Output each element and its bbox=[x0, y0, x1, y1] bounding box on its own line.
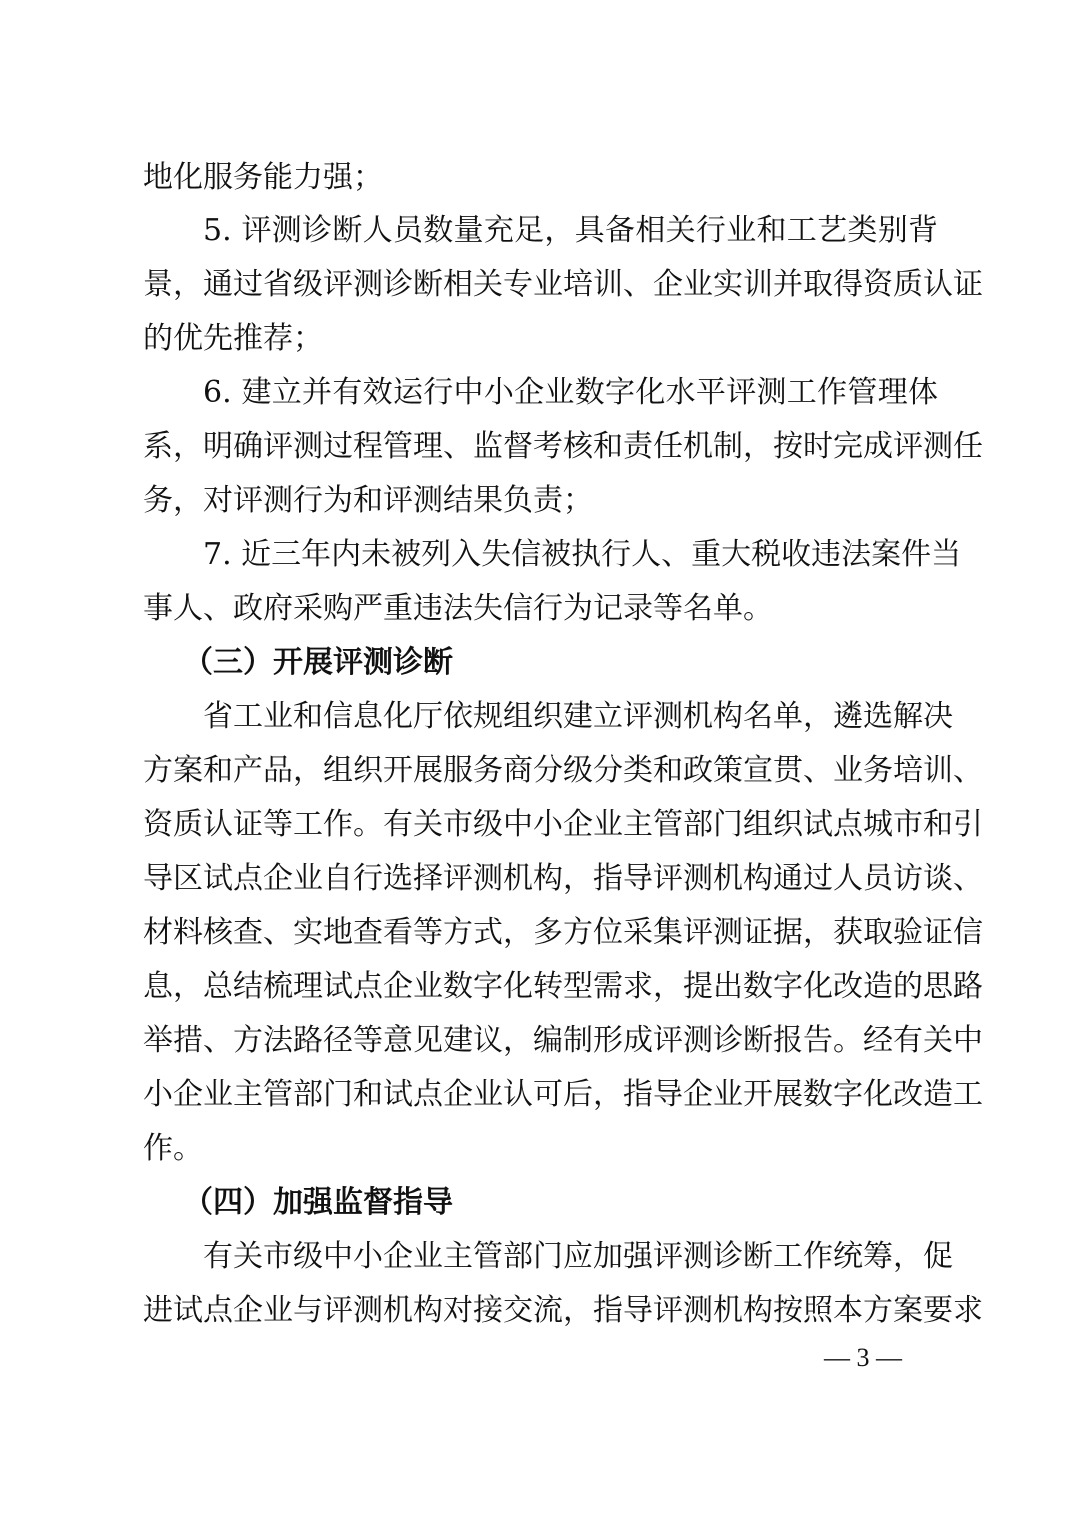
section-4-line-1: 有关市级中小企业主管部门应加强评测诊断工作统筹，促 bbox=[203, 1239, 953, 1274]
list-item-5-line-1: 5. 评测诊断人员数量充足，具备相关行业和工艺类别背 bbox=[203, 213, 938, 248]
section-3-line-2: 方案和产品，组织开展服务商分级分类和政策宣贯、业务培训、 bbox=[143, 753, 983, 788]
section-3-line-1: 省工业和信息化厅依规组织建立评测机构名单，遴选解决 bbox=[203, 699, 953, 734]
section-3-line-8: 小企业主管部门和试点企业认可后，指导企业开展数字化改造工 bbox=[143, 1077, 983, 1112]
list-item-7-line-1: 7. 近三年内未被列入失信被执行人、重大税收违法案件当 bbox=[203, 537, 962, 572]
section-3-line-3: 资质认证等工作。有关市级中小企业主管部门组织试点城市和引 bbox=[143, 807, 983, 842]
list-item-5-line-3: 的优先推荐； bbox=[143, 321, 323, 356]
list-item-7-line-2: 事人、政府采购严重违法失信行为记录等名单。 bbox=[143, 591, 773, 626]
section-4-heading: （四）加强监督指导 bbox=[183, 1185, 453, 1220]
section-3-line-6: 息，总结梳理试点企业数字化转型需求，提出数字化改造的思路 bbox=[143, 969, 983, 1004]
list-item-6-line-3: 务，对评测行为和评测结果负责； bbox=[143, 483, 593, 518]
paragraph-line: 地化服务能力强； bbox=[143, 160, 383, 195]
section-3-heading: （三）开展评测诊断 bbox=[183, 645, 453, 680]
section-3-line-4: 导区试点企业自行选择评测机构，指导评测机构通过人员访谈、 bbox=[143, 861, 983, 896]
list-item-6-line-1: 6. 建立并有效运行中小企业数字化水平评测工作管理体 bbox=[203, 375, 938, 410]
section-4-line-2: 进试点企业与评测机构对接交流，指导评测机构按照本方案要求 bbox=[143, 1293, 983, 1328]
page-number: — 3 — bbox=[824, 1343, 902, 1372]
section-3-line-5: 材料核查、实地查看等方式，多方位采集评测证据，获取验证信 bbox=[143, 915, 983, 950]
section-3-line-9: 作。 bbox=[143, 1131, 203, 1166]
list-item-6-line-2: 系，明确评测过程管理、监督考核和责任机制，按时完成评测任 bbox=[143, 429, 983, 464]
section-3-line-7: 举措、方法路径等意见建议，编制形成评测诊断报告。经有关中 bbox=[143, 1023, 983, 1058]
list-item-5-line-2: 景，通过省级评测诊断相关专业培训、企业实训并取得资质认证 bbox=[143, 267, 983, 302]
